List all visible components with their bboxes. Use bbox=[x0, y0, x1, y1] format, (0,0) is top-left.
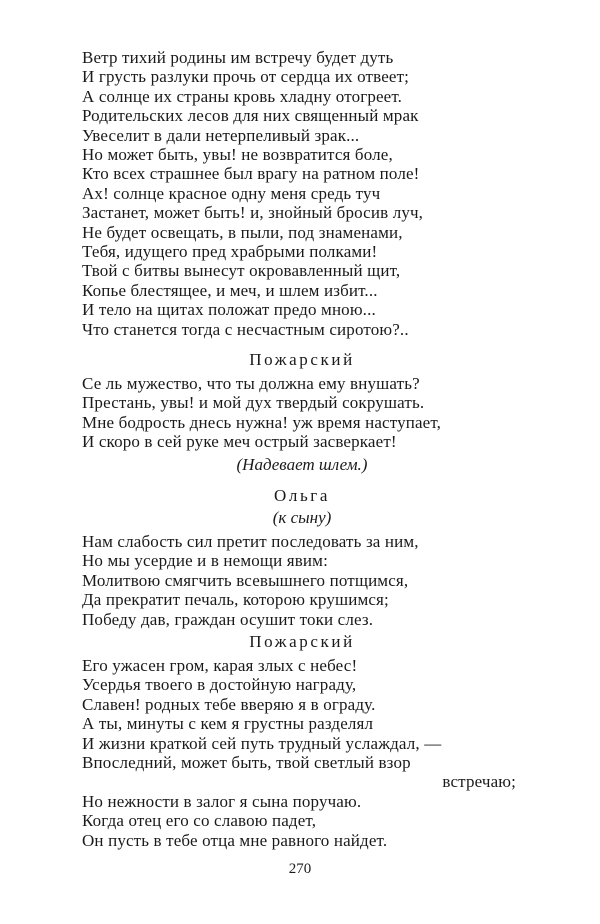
verse-line: Застанет, может быть! и, знойный бросив луч, bbox=[82, 203, 424, 223]
verse-line: Что станется тогда с несчастным сиротою?.. bbox=[82, 319, 409, 339]
verse-line: А ты, минуты с кем я грустны разделял bbox=[82, 714, 374, 734]
verse-line: Престань, увы! и мой дух твердый сокрушать. bbox=[82, 393, 425, 413]
verse-continuation-block bbox=[82, 772, 522, 791]
stage-direction: (Надевает шлем.) bbox=[236, 455, 368, 474]
verse-continuation-line: встречаю; bbox=[442, 772, 516, 791]
verse-line: Мне бодрость днесь нужна! уж время наступает, bbox=[82, 412, 442, 432]
verse-line: Ах! солнце красное одну меня средь туч bbox=[82, 183, 381, 203]
speaker-name-pozharsky-2: Пожарский bbox=[249, 632, 355, 651]
verse-block-olga-prayer bbox=[82, 532, 522, 629]
verse-line: Молитвою смягчить всевышнего потщимся, bbox=[82, 570, 409, 590]
verse-line: Копье блестящее, и меч, и шлем избит... bbox=[82, 280, 378, 300]
verse-block-pozharsky-farewell bbox=[82, 656, 522, 772]
verse-line: Нам слабость сил претит последовать за ним, bbox=[82, 532, 419, 551]
stage-direction-to-son: (к сыну) bbox=[272, 508, 332, 527]
page-number: 270 bbox=[288, 861, 312, 877]
verse-line: Не будет освещать, в пыли, под знаменами, bbox=[82, 222, 403, 242]
verse-line: Кто всех страшнее был врагу на ратном поле! bbox=[82, 164, 420, 184]
verse-line: И тело на щитах положат предо мною... bbox=[82, 300, 376, 320]
verse-line: Родительских лесов для них священный мрак bbox=[82, 106, 419, 126]
verse-line: А солнце их страны кровь хладну отогреет. bbox=[82, 86, 403, 106]
verse-block-olga bbox=[82, 48, 522, 339]
verse-line: И жизни краткой сей путь трудный услаждал, — bbox=[82, 733, 442, 753]
verse-line: И скоро в сей руке меч острый засверкает! bbox=[82, 432, 397, 452]
verse-line: Да прекратит печаль, которою крушимся; bbox=[82, 590, 389, 610]
speaker-name-pozharsky: Пожарский bbox=[249, 350, 355, 369]
verse-line: Но может быть, увы! не возвратится боле, bbox=[82, 145, 393, 165]
verse-block-pozharsky bbox=[82, 374, 522, 452]
speaker-name-olga: Ольга bbox=[273, 486, 331, 505]
verse-line: Победу дав, граждан осушит токи слез. bbox=[82, 609, 374, 629]
verse-block-pozharsky-closing bbox=[82, 792, 522, 850]
verse-line: Се ль мужество, что ты должна ему внушать? bbox=[82, 374, 420, 393]
verse-line: Тебя, идущего пред храбрыми полками! bbox=[82, 242, 378, 262]
verse-line: Впоследний, может быть, твой светлый взор bbox=[82, 753, 411, 773]
verse-line: Он пусть в тебе отца мне равного найдет. bbox=[82, 830, 388, 850]
verse-line: Его ужасен гром, карая злых с небес! bbox=[82, 656, 358, 675]
verse-line: И грусть разлуки прочь от сердца их отвеет; bbox=[82, 67, 410, 87]
verse-line: Но мы усердие и в немощи явим: bbox=[82, 551, 328, 571]
verse-line: Когда отец его со славою падет, bbox=[82, 811, 317, 831]
verse-line: Увеселит в дали нетерпеливый зрак... bbox=[82, 125, 360, 145]
verse-line: Ветр тихий родины им встречу будет дуть bbox=[82, 48, 394, 67]
verse-line: Славен! родных тебе вверяю я в ограду. bbox=[82, 694, 376, 714]
verse-line: Твой с битвы вынесут окровавленный щит, bbox=[82, 261, 401, 281]
verse-line: Усердья твоего в достойную награду, bbox=[82, 675, 357, 695]
verse-line: Но нежности в залог я сына поручаю. bbox=[82, 792, 362, 811]
